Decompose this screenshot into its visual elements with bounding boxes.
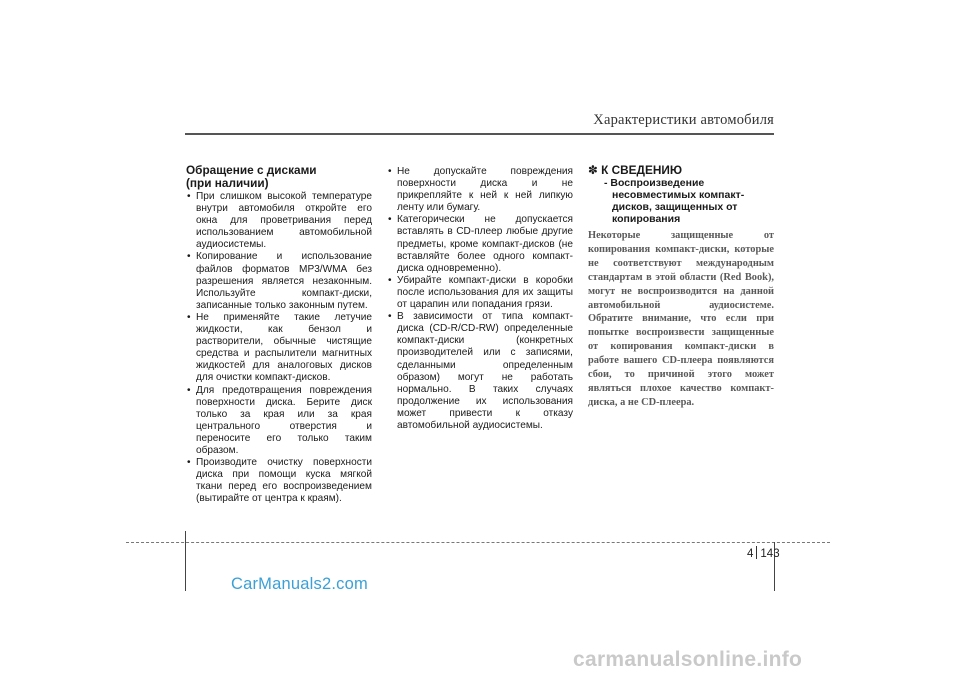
chapter-number: 4 xyxy=(747,548,754,560)
list-item: • Категорически не допускается вставлять в CD-плеер любые другие предметы, кроме компакт-дисков (не вставляйте более одного компакт-диска одновременно). xyxy=(387,214,573,274)
section-title xyxy=(186,164,372,189)
column-right-note xyxy=(588,164,774,410)
list-item: • При слишком высокой температуре внутри автомобиля откройте его окна для проветривания перед использованием автомобильной аудиосистемы. xyxy=(186,191,372,251)
page-number-separator xyxy=(756,546,757,559)
note-body: Некоторые защищенные от копирования компакт-диски, которые не соответствуют международным стандартам в этой области (Red Book), могут не воспроизводится на данной автомобильной аудиосистеме. Обратите внимание, что если при попытке воспроизвести защищенные от копирования компакт-диски в работе вашего CD-плеера появляются сбои, то причиной этого может являться плохое качество компакт-диска, а не CD-плеера. xyxy=(588,230,774,408)
watermark-carmanuals2[interactable]: CarManuals2.com xyxy=(231,575,368,593)
list-item: • В зависимости от типа компакт-диска (CD-R/CD-RW) определенные компакт-диски (конкретных производителей или с записями, сделанными определенным образом) могут не работать нормально. В таких случаях продолжение их использования может привести к отказу автомобильной аудиосистемы. xyxy=(387,311,573,432)
list-item: • Для предотвращения повреждения поверхности диска. Берите диск только за края или за края центрального отверстия и переносите его только таким образом. xyxy=(186,385,372,458)
page-number xyxy=(747,546,780,560)
bullet-list-left xyxy=(186,191,372,505)
section-title-line1: Обращение с дисками xyxy=(186,163,317,177)
list-item: • Копирование и использование файлов форматов MP3/WMA без разрешения является незаконным. Используйте компакт-диски, записанные только законным путем. xyxy=(186,251,372,311)
page-number-value: 143 xyxy=(760,548,780,560)
note-subtitle: - Воспроизведение несовместимых компакт-дисков, защищенных от копирования xyxy=(604,177,745,225)
section-title-line2: (при наличии) xyxy=(186,175,269,190)
watermark-carmanualsonline: carmanualsonline.info xyxy=(573,648,803,671)
note-title: ✽ К СВЕДЕНИЮ xyxy=(588,163,682,177)
column-middle xyxy=(387,166,573,432)
list-item: • Не применяйте такие летучие жидкости, как бензол и растворители, обычные чистящие средства и распылители магнитных жидкостей для аналоговых дисков для очистки компакт-дисков. xyxy=(186,312,372,385)
list-item: • Производите очистку поверхности диска при помощи куска мягкой ткани перед его воспроизведением (вытирайте от центра к краям). xyxy=(186,457,372,505)
list-item: • Убирайте компакт-диски в коробки после использования для их защиты от царапин или попадания грязи. xyxy=(387,275,573,311)
header-rule xyxy=(185,133,774,135)
bullet-list-middle xyxy=(387,166,573,432)
footer-dashed-rule xyxy=(126,542,830,543)
crop-mark-left xyxy=(185,531,186,591)
section-header-title: Характеристики автомобиля xyxy=(593,112,774,128)
list-item: • Не допускайте повреждения поверхности диска и не прикрепляйте к ней к ней липкую ленту или бумагу. xyxy=(387,166,573,214)
column-left xyxy=(186,164,372,505)
